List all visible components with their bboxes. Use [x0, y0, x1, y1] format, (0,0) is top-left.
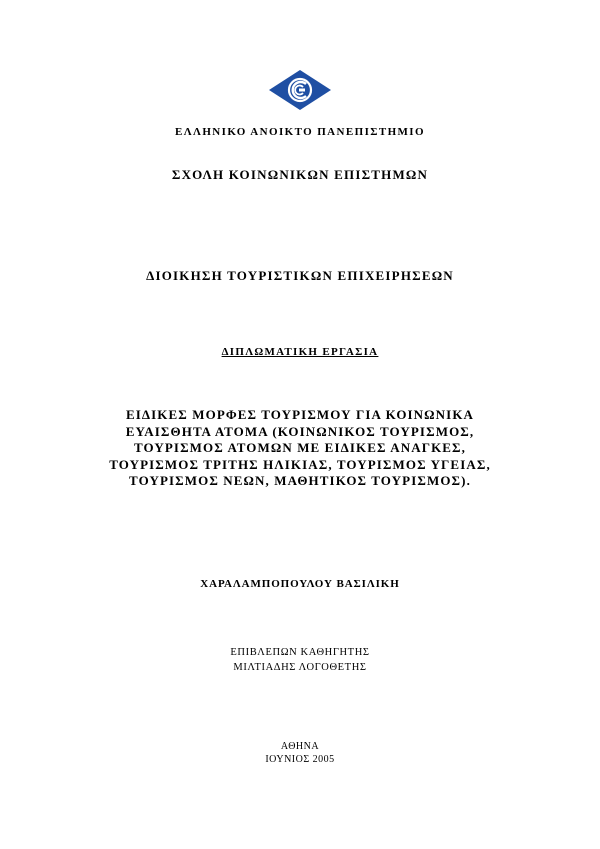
thesis-title-line: ΤΟΥΡΙΣΜΟΣ ΑΤΟΜΩΝ ΜΕ ΕΙΔΙΚΕΣ ΑΝΑΓΚΕΣ,: [133, 440, 467, 455]
university-logo-icon: [268, 69, 332, 111]
author-name: ΧΑΡΑΛΑΜΠΟΠΟΥΛΟΥ ΒΑΣΙΛΙΚΗ: [200, 578, 400, 590]
department-name: ΔΙΟΙΚΗΣΗ ΤΟΥΡΙΣΤΙΚΩΝ ΕΠΙΧΕΙΡΗΣΕΩΝ: [146, 268, 454, 283]
thesis-title-line: ΤΟΥΡΙΣΜΟΣ ΝΕΩΝ, ΜΑΘΗΤΙΚΟΣ ΤΟΥΡΙΣΜΟΣ).: [129, 473, 471, 488]
supervisor-label: ΕΠΙΒΛΕΠΩΝ ΚΑΘΗΓΗΤΗΣ: [230, 647, 370, 658]
thesis-title-line: ΕΙΔΙΚΕΣ ΜΟΡΦΕΣ ΤΟΥΡΙΣΜΟΥ ΓΙΑ ΚΟΙΝΩΝΙΚΑ: [125, 407, 475, 422]
thesis-type: [0, 346, 600, 358]
thesis-title-line: ΤΟΥΡΙΣΜΟΣ ΤΡΙΤΗΣ ΗΛΙΚΙΑΣ, ΤΟΥΡΙΣΜΟΣ ΥΓΕΙΑΣ,: [109, 456, 491, 472]
school-name: ΣΧΟΛΗ ΚΟΙΝΩΝΙΚΩΝ ΕΠΙΣΤΗΜΩΝ: [171, 167, 429, 182]
date: ΙΟΥΝΙΟΣ 2005: [265, 754, 335, 765]
university-name: ΕΛΛΗΝΙΚΟ ΑΝΟΙΚΤΟ ΠΑΝΕΠΙΣΤΗΜΙΟ: [175, 126, 425, 138]
thesis-title-line: ΕΥΑΙΣΘΗΤΑ ΑΤΟΜΑ (ΚΟΙΝΩΝΙΚΟΣ ΤΟΥΡΙΣΜΟΣ,: [125, 423, 475, 439]
supervisor-name: ΜΙΛΤΙΑΔΗΣ ΛΟΓΟΘΕΤΗΣ: [233, 662, 367, 673]
city: ΑΘΗΝΑ: [280, 741, 320, 752]
thesis-title: [0, 407, 600, 490]
thesis-type-label: ΔΙΠΛΩΜΑΤΙΚΗ ΕΡΓΑΣΙΑ: [221, 346, 379, 358]
